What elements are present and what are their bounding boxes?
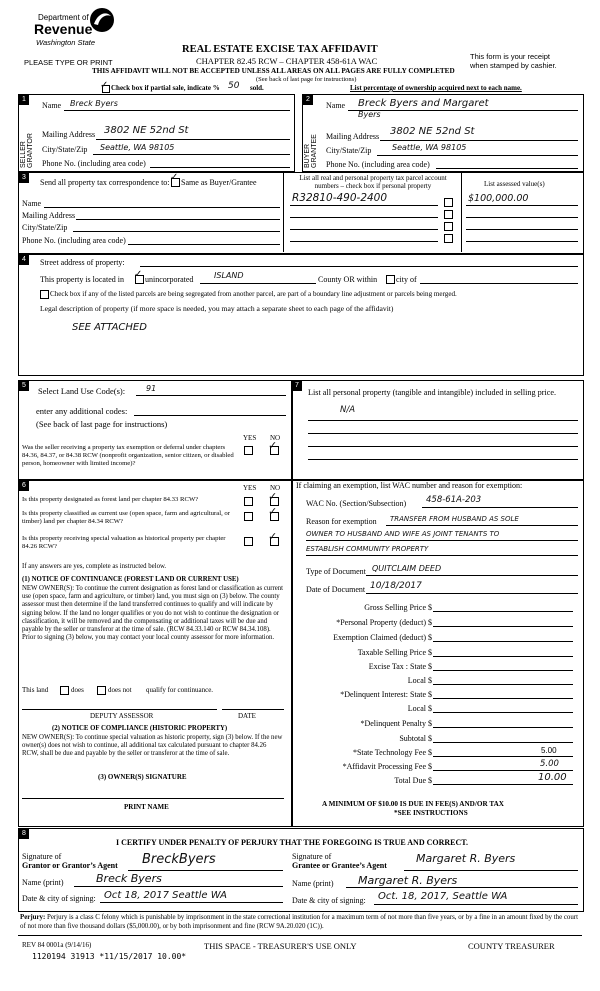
buyer-name-line: [348, 110, 578, 111]
section4-number: 4: [19, 255, 29, 265]
street-address-line: [140, 266, 578, 267]
s3-name-label: Name: [22, 199, 42, 208]
segregated-label: Check box if any of the listed parcels are being segregated from another parcel, are part of a boundary line adjustment or parcels being merged.: [50, 290, 457, 298]
seller-phone-line: [150, 167, 290, 168]
parcel-line-2: [290, 217, 438, 218]
fee-value[interactable]: 10.00: [538, 772, 567, 783]
does-not-checkbox[interactable]: [97, 686, 106, 695]
exemption-yes-checkbox[interactable]: [244, 446, 253, 455]
partial-sale-label: Check box if partial sale, indicate %: [111, 84, 220, 92]
seller-mailing[interactable]: 3802 NE 52nd St: [104, 125, 189, 136]
seller-side-label: SELLER GRANTOR: [20, 133, 34, 168]
fee-line: [433, 756, 573, 757]
wac-line: [422, 507, 578, 508]
seller-city-line: [93, 154, 290, 155]
wac-label: WAC No. (Section/Subsection): [306, 499, 407, 508]
partial-sale-pct[interactable]: 50: [228, 81, 240, 91]
notice1-title: (1) NOTICE OF CONTINUANCE (FOREST LAND OR CURRENT USE): [22, 576, 239, 583]
reason-label: Reason for exemption: [306, 517, 377, 526]
personal-line-1: [308, 420, 578, 421]
personal-property-label: List all personal property (tangible and intangible) included in selling price.: [308, 388, 557, 397]
signature-section-number: 8: [19, 829, 29, 839]
seller-section-number: 1: [19, 95, 29, 105]
grantor-date-line: [100, 902, 283, 903]
fee-value[interactable]: 5.00: [540, 759, 559, 769]
section3-divider2: [461, 172, 462, 252]
reason-3[interactable]: ESTABLISH COMMUNITY PROPERTY: [306, 545, 429, 553]
reason-2[interactable]: OWNER TO HUSBAND AND WIFE AS JOINT TENANTS TO: [306, 530, 500, 538]
fee-label: Total Due $: [394, 776, 432, 785]
grantee-date-label: Date & city of signing:: [292, 896, 366, 905]
buyer-side-label: BUYER GRANTEE: [304, 134, 318, 168]
deputy-line: [22, 709, 217, 710]
partial-sale-check-mark: ✓: [100, 80, 109, 91]
forest-land-question: Is this property designated as forest land per chapter 84.33 RCW?: [22, 496, 199, 503]
parcel-line-1: [290, 205, 438, 206]
same-as-buyer-label: Same as Buyer/Grantee: [181, 178, 257, 187]
exemption-question: Was the seller receiving a property tax exemption or deferral under chapters 84.36, 84.37, or 84.38 RCW (nonprofit organization, senior citizen, or disabled person, homeowner with limited income)?: [22, 444, 234, 467]
grantee-sig-label1: Signature of: [292, 852, 332, 861]
buyer-name-label: Name: [326, 101, 346, 110]
section3-divider: [283, 172, 284, 252]
fee-label: *Delinquent Interest: State $: [340, 690, 432, 699]
fee-label: Local $: [407, 676, 432, 685]
seller-city[interactable]: Seattle, WA 98105: [100, 143, 175, 152]
reason-line-3: [306, 555, 578, 556]
receipt-line2: when stamped by cashier.: [470, 61, 557, 70]
form-revision: REV 84 0001a (9/14/16): [22, 941, 92, 949]
cashier-stamp: 1120194 31913 *11/15/2017 10.00*: [32, 952, 187, 961]
land-use-value[interactable]: 91: [146, 384, 157, 393]
parcels-header: List all real and personal property tax parcel account numbers – check box if personal property: [299, 174, 447, 190]
buyer-phone-line: [436, 168, 578, 169]
notice1-body: NEW OWNER(S): To continue the current designation as forest land or classification as current use (open space, farm and agriculture, or timber) land, you must sign on (3) below. The county assessor must then determine if the land transferred continues to qualify and will indicate by signing below. If the land no longer qualifies or you do not wish to continue the designation or classification, it will be removed and the compensating or additional taxes will be due and payable by the seller or transferor at the time of sale. (RCW 84.33.140 or RCW 84.34.108). Prior to signing (3) below, you may contact your local county assessor for more information.: [22, 585, 284, 642]
city-of-label: city of: [396, 275, 417, 284]
buyer-mailing[interactable]: 3802 NE 52nd St: [390, 126, 475, 137]
buyer-name[interactable]: Breck Byers and Margaret: [358, 98, 489, 109]
dept-line1: Department of: [38, 13, 89, 22]
current-use-no-check-mark: ✓: [268, 505, 278, 518]
same-as-buyer-check-mark: ✓: [170, 172, 179, 183]
section7-number: 7: [292, 381, 302, 391]
section3-number: 3: [19, 173, 29, 183]
parcel-checkbox-2[interactable]: [444, 210, 453, 219]
seller-mailing-line: [96, 139, 290, 140]
fee-line: [433, 727, 573, 728]
fee-label: Taxable Selling Price $: [357, 648, 432, 657]
s6-no-header: NO: [270, 484, 281, 492]
grantor-sig-label2: Grantor or Grantor’s Agent: [22, 861, 118, 870]
s3-mailing-label: Mailing Address: [22, 211, 76, 220]
unincorporated-check-mark: ✓: [134, 269, 143, 280]
grantee-name-line: [346, 887, 578, 888]
section5-number: 5: [19, 381, 29, 391]
s6-yes-header: YES: [243, 484, 257, 492]
personal-line-4: [308, 459, 578, 460]
buyer-city-label: City/State/Zip: [326, 146, 372, 155]
s3-phone-line: [128, 244, 280, 245]
exemption-no-check-mark: ✓: [268, 439, 278, 452]
doc-date-value[interactable]: 10/18/2017: [370, 581, 422, 591]
dor-logo: [28, 7, 118, 51]
notice2-title: (2) NOTICE OF COMPLIANCE (HISTORIC PROPERTY): [52, 725, 228, 732]
assessed-line-4: [466, 241, 578, 242]
city-of-line: [420, 283, 578, 284]
see-instructions: *SEE INSTRUCTIONS: [394, 809, 468, 817]
fee-line: [433, 770, 573, 771]
if-yes-note: If any answers are yes, complete as instructed below.: [22, 563, 167, 570]
qualify-label: qualify for continuance.: [146, 686, 214, 694]
form-warning: THIS AFFIDAVIT WILL NOT BE ACCEPTED UNLESS ALL AREAS ON ALL PAGES ARE FULLY COMPLETED: [92, 67, 455, 75]
s5-yes-header: YES: [243, 434, 257, 442]
buyer-mailing-label: Mailing Address: [326, 132, 380, 141]
treasurer-use-only: THIS SPACE - TREASURER'S USE ONLY: [204, 941, 357, 951]
print-name-label: PRINT NAME: [124, 803, 169, 811]
assessed-header: List assessed value(s): [484, 180, 545, 188]
parcel-line-3: [290, 229, 438, 230]
county-treasurer: COUNTY TREASURER: [468, 941, 555, 951]
grantee-name-label: Name (print): [292, 879, 334, 888]
grantor-sig-label1: Signature of: [22, 852, 62, 861]
grantor-sig-line: [128, 870, 283, 871]
seller-name[interactable]: Breck Byers: [70, 99, 118, 108]
footer-rule: [18, 935, 582, 936]
form-subtitle: CHAPTER 82.45 RCW – CHAPTER 458-61A WAC: [196, 56, 378, 66]
assessed-value[interactable]: $100,000.00: [468, 193, 529, 204]
seller-name-line: [64, 110, 290, 111]
fee-line: [433, 641, 573, 642]
parcel-number[interactable]: R32810-490-2400: [292, 192, 388, 204]
notice2-body: NEW OWNER(S): To continue special valuation as historic property, sign (3) below. If the new owner(s) does not wish to continue, all additional tax calculated pursuant to chapter 84.26 RCW, shall be due and payable by the seller or transferor at the time of sale.: [22, 734, 283, 758]
additional-codes-line: [134, 415, 286, 416]
seller-phone-label: Phone No. (including area code): [42, 159, 146, 168]
grantor-signature[interactable]: BreckByers: [142, 852, 216, 867]
seller-name-label: Name: [42, 101, 62, 110]
fee-line: [433, 656, 573, 657]
fee-label: Exemption Claimed (deduct) $: [333, 633, 432, 642]
fee-label: *Affidavit Processing Fee $: [342, 762, 432, 771]
section4-box: [18, 254, 584, 376]
this-land-label: This land: [22, 686, 49, 694]
additional-codes-label: enter any additional codes:: [36, 406, 128, 416]
perjury-text: Perjury is a class C felony which is punishable by imprisonment in the state correctional institution for a maximum term of not more than five years, or by a fine in an amount fixed by the court of not more than five thousand dollars ($5,000.00), or by both imprisonment and fine (RCW 9A.20.020 (1C)).: [20, 914, 579, 930]
fee-label: *State Technology Fee $: [352, 748, 432, 757]
fee-line: [433, 684, 573, 685]
s3-city-label: City/State/Zip: [22, 223, 68, 232]
fee-line: [433, 742, 573, 743]
personal-line-3: [308, 446, 578, 447]
fee-value[interactable]: 5.00: [541, 746, 557, 755]
personal-property-value[interactable]: N/A: [340, 405, 356, 415]
buyer-name-2[interactable]: Byers: [358, 110, 381, 119]
buyer-section-number: 2: [303, 95, 313, 105]
grantor-date-city[interactable]: Oct 18, 2017 Seattle WA: [104, 890, 227, 901]
doc-type-line: [366, 575, 578, 576]
reason-line-1: [386, 525, 578, 526]
parcel-checkbox-3[interactable]: [444, 222, 453, 231]
parcel-checkbox-4[interactable]: [444, 234, 453, 243]
deputy-date-line: [222, 709, 284, 710]
fee-label: Local $: [407, 704, 432, 713]
fee-label: *Personal Property (deduct) $: [336, 618, 432, 627]
fee-line: [433, 712, 573, 713]
claim-exemption-label: If claiming an exemption, list WAC number and reason for exemption:: [296, 481, 523, 490]
reason-line-2: [306, 540, 578, 541]
seller-city-label: City/State/Zip: [42, 145, 88, 154]
minimum-due-note: A MINIMUM OF $10.00 IS DUE IN FEE(S) AND/OR TAX: [322, 800, 504, 808]
partial-sale-sold: sold.: [250, 84, 264, 92]
fee-label: Gross Selling Price $: [364, 603, 432, 612]
city-of-checkbox[interactable]: [386, 275, 395, 284]
grantor-date-label: Date & city of signing:: [22, 894, 96, 903]
dept-line3: Washington State: [36, 38, 96, 47]
segregated-checkbox[interactable]: [40, 290, 49, 299]
assessed-line-3: [466, 229, 578, 230]
street-address-label: Street address of property:: [40, 258, 125, 267]
fee-label: *Delinquent Penalty $: [360, 719, 432, 728]
s5-see-back: (See back of last page for instructions): [36, 419, 168, 429]
grantor-name-print[interactable]: Breck Byers: [96, 872, 162, 885]
deputy-assessor-label: DEPUTY ASSESSOR: [90, 712, 154, 720]
current-use-question: Is this property classified as current use (open space, farm and agricultural, or timber) land per chapter 84.34 RCW?: [22, 510, 230, 525]
grantee-signature[interactable]: Margaret R. Byers: [416, 852, 516, 865]
buyer-city-line: [377, 155, 578, 156]
doc-date-line: [366, 593, 578, 594]
legal-description[interactable]: SEE ATTACHED: [72, 322, 147, 333]
current-use-yes-checkbox[interactable]: [244, 512, 253, 521]
located-in-label: This property is located in: [40, 275, 124, 284]
certify-statement: I CERTIFY UNDER PENALTY OF PERJURY THAT THE FOREGOING IS TRUE AND CORRECT.: [116, 838, 469, 847]
ownership-note: List percentage of ownership acquired next to each name.: [350, 84, 522, 92]
buyer-phone-label: Phone No. (including area code): [326, 160, 430, 169]
owner-sig-line: [22, 798, 284, 799]
fee-label: Subtotal $: [399, 734, 432, 743]
doc-type-value[interactable]: QUITCLAIM DEED: [372, 564, 442, 573]
deputy-date-label: DATE: [238, 712, 256, 720]
buyer-city[interactable]: Seattle, WA 98105: [392, 143, 467, 152]
land-use-line: [136, 395, 286, 396]
s3-mailing-line: [76, 219, 280, 220]
doc-date-label: Date of Document: [306, 585, 366, 594]
county-label: County OR within: [318, 275, 378, 284]
fee-line: [433, 611, 573, 612]
reason-1[interactable]: TRANSFER FROM HUSBAND AS SOLE: [390, 515, 519, 523]
unincorporated-label: unincorporated: [145, 275, 194, 284]
doc-type-label: Type of Document: [306, 567, 366, 576]
fee-label: Excise Tax : State $: [368, 662, 432, 671]
see-back: (See back of last page for instructions): [256, 76, 357, 83]
wac-value[interactable]: 458-61A-203: [426, 495, 482, 505]
historic-yes-checkbox[interactable]: [244, 537, 253, 546]
historic-no-check-mark: ✓: [268, 530, 278, 543]
grantee-sig-label2: Grantee or Grantee’s Agent: [292, 861, 387, 870]
receipt-line1: This form is your receipt: [470, 52, 551, 61]
grantee-name-print[interactable]: Margaret R. Byers: [358, 874, 458, 887]
fee-line: [433, 670, 573, 671]
grantee-date-city[interactable]: Oct. 18, 2017, Seattle WA: [378, 891, 508, 902]
fee-line: [433, 698, 573, 699]
personal-line-2: [308, 433, 578, 434]
does-checkbox[interactable]: [60, 686, 69, 695]
buyer-mailing-line: [380, 140, 578, 141]
s5-no-header: NO: [270, 434, 281, 442]
section6-number: 6: [19, 481, 29, 491]
grantee-date-line: [374, 904, 578, 905]
grantor-name-line: [74, 886, 283, 887]
forest-no-check-mark: ✓: [268, 490, 278, 503]
fee-line: [433, 626, 573, 627]
s3-city-line: [73, 231, 280, 232]
grantor-name-label: Name (print): [22, 878, 64, 887]
perjury-label: Perjury:: [20, 914, 46, 921]
seller-mailing-label: Mailing Address: [42, 130, 96, 139]
fee-line: [433, 784, 573, 785]
send-correspondence-label: Send all property tax correspondence to:: [40, 178, 170, 187]
does-label: does: [71, 686, 84, 694]
owner-signature-label: (3) OWNER(S) SIGNATURE: [98, 773, 187, 781]
grantee-sig-line: [404, 870, 578, 871]
form-title: REAL ESTATE EXCISE TAX AFFIDAVIT: [182, 44, 378, 55]
county-line: [200, 283, 316, 284]
historic-question: Is this property receiving special valuation as historical property per chapter 84.26 RCW?: [22, 535, 226, 550]
perjury-statement: [20, 914, 582, 931]
county-value[interactable]: ISLAND: [214, 271, 244, 280]
parcel-line-4: [290, 241, 438, 242]
s3-name-line: [44, 207, 280, 208]
does-not-label: does not: [108, 686, 132, 694]
dept-line2: Revenue: [34, 21, 93, 37]
land-use-label: Select Land Use Code(s):: [38, 386, 126, 396]
assessed-line-2: [466, 217, 578, 218]
s3-phone-label: Phone No. (including area code): [22, 236, 126, 245]
forest-yes-checkbox[interactable]: [244, 497, 253, 506]
legal-description-label: Legal description of property (if more space is needed, you may attach a separate sheet to each page of the affidavit): [40, 304, 394, 313]
assessed-line-1: [466, 205, 578, 206]
type-or-print: PLEASE TYPE OR PRINT: [24, 58, 113, 67]
parcel-checkbox-1[interactable]: [444, 198, 453, 207]
